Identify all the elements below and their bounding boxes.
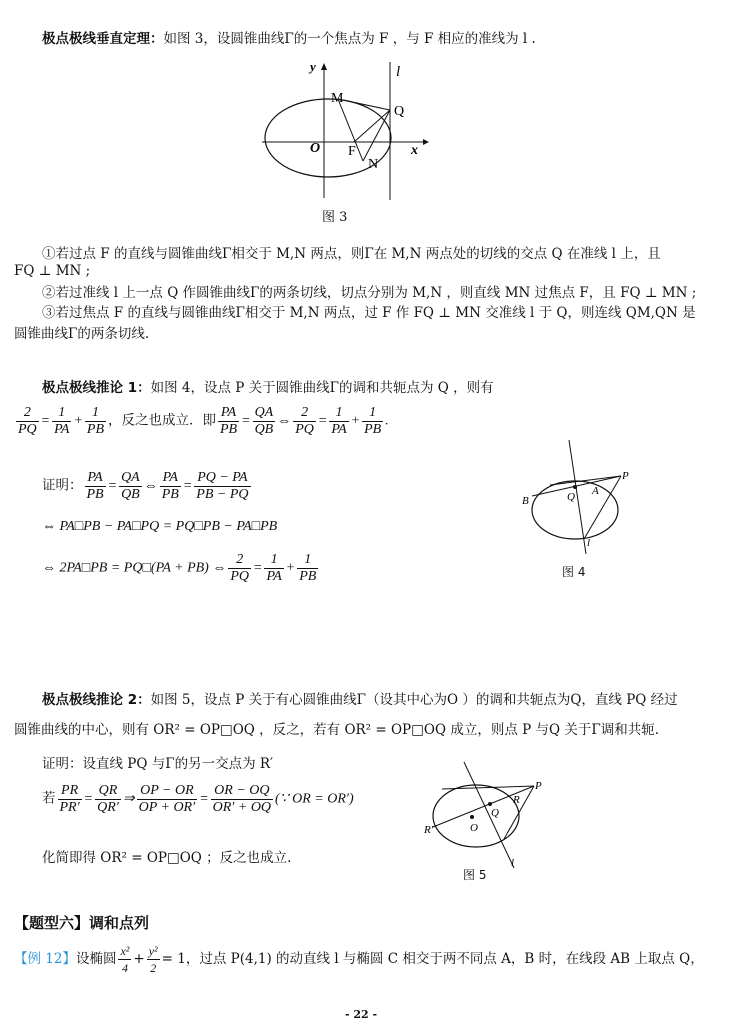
frac [137,783,198,816]
num: 1 [297,552,318,569]
label-a: A [592,485,599,497]
proof3-left: ⇔ 2PA□PB = PQ□(PA + PB) ⇔ [42,560,227,576]
example-text-b: = 1，过点 P(4,1) 的动直线 l 与椭圆 C 相交于两不同点 A，B 时，在线段 AB 上取点 Q， [161,951,704,967]
label-n: N [368,157,379,172]
den: OR′ + OQ [212,800,272,815]
frac [160,470,181,503]
num: PR [58,783,82,800]
num: 1 [329,405,348,422]
label-l: l [511,857,515,869]
den: PB [86,487,104,502]
label-o: O [310,141,321,156]
corollary2-simplify: 化简即得 OR² = OP□OQ ；反之也成立. [42,850,292,866]
den: PQ [230,569,250,584]
label-q: Q [491,807,499,819]
frac [329,405,348,438]
frac [16,405,39,438]
num: 1 [52,405,71,422]
corollary1-heading [42,376,494,396]
den: PB [364,422,382,437]
den: PQ [295,422,314,437]
label-p: P [535,780,542,792]
figure-3-caption: 图 3 [322,210,348,225]
frac [228,552,251,585]
num: OR − OQ [211,783,273,800]
point-q [573,485,577,489]
theorem1-heading [42,27,536,47]
corollary2-equation: 若 $\frac{PR}{PR'}$ = $\frac{QR}{QR'}$ ⇒ $\frac{OP - OR}{OP + OR'}$ = $\frac{OR - OQ}{OR' + OQ}$ (∵ OR = OR′) [42,783,354,815]
theorem1-item2: ②若过准线 l 上一点 Q 作圆锥曲线Γ的两条切线，切点分别为 M,N ，则直线 MN 过焦点 F，且 FQ ⊥ MN ; [42,285,697,301]
num: x² [120,944,130,958]
num: PA [85,470,106,487]
label-r: R [513,794,520,806]
frac [362,405,383,438]
den: PA [266,569,282,584]
theorem1-item3a: ③若过焦点 F 的直线与圆锥曲线Γ相交于 M,N 两点，过 F 作 FQ ⊥ MN 交准线 l 于 Q，则连线 QM,QN 是 [42,305,696,321]
label-f: F [348,144,356,159]
den: PA [54,422,70,437]
center-o [470,815,474,819]
den: 4 [121,961,128,975]
frac [218,405,239,438]
frac [119,470,142,503]
theorem1-title: 极点极线垂直定理： [42,31,164,47]
figure-4 [520,438,640,558]
proof-label: 证明： [42,477,83,494]
section-title: 【题型六】调和点列 [14,914,150,932]
frac [211,783,273,816]
corollary1-proof1: 证明： $\frac{PA}{PB}$ = $\frac{QA}{QB}$ ⇔ $\frac{PA}{PB}$ = $\frac{PQ - PA}{PB - PQ}$ [42,470,249,502]
segment-fq [354,110,390,142]
num: PA [160,470,181,487]
num: QA [254,405,274,420]
point-q [488,802,492,806]
y-axis-arrow [321,63,327,70]
figure-4-caption: 图 4 [562,565,586,579]
frac [264,552,283,585]
den: PQ [18,422,37,437]
eq-text: ，反之也成立．即 [108,412,216,429]
frac [85,470,106,503]
label-o: O [470,822,478,834]
example-text-a: 设椭圆 [75,951,117,967]
label-b: B [522,495,529,507]
label-y: y [310,59,316,74]
den: PR′ [59,800,80,815]
num: 2 [228,552,251,569]
frac [52,405,71,438]
label-m: M [331,91,344,106]
because-clause: (∵ OR = OR′) [275,791,354,807]
theorem1-item1a: ①若过点 F 的直线与圆锥曲线Γ相交于 M,N 两点，则Γ在 M,N 两点处的切线的交点 Q 在准线 l 上，且 [42,246,661,262]
frac [85,405,106,438]
corollary2-intro-a: 如图 5，设点 P 关于有心圆锥曲线Γ（设其中心为O ）的调和共轭点为Q，直线 PQ 经过 [150,692,678,708]
den: QB [121,487,140,502]
den: 2 [150,961,157,975]
ellipse-curve [532,481,618,539]
num: 1 [362,405,383,422]
label-x: x [411,143,418,158]
num: 1 [85,405,106,422]
theorem1-item3b: 圆锥曲线Γ的两条切线. [14,326,150,342]
corollary1-equation: $\frac{2}{PQ}$ = $\frac{1}{PA}$ + $\frac{1}{PB}$ ，反之也成立．即 $\frac{PA}{PB}$ = $\frac{QA}{QB}$ ⇔ $\frac{2}{PQ}$ = $\frac{1}{PA}$ + $\frac{1}{PB}$ . [18,405,389,437]
num: QA [121,470,140,485]
example-tag: 【例 12】 [14,951,76,967]
num: y² [148,944,158,958]
corollary2-heading [42,688,678,708]
frac [58,783,82,816]
corollary2-proof-line: 证明：设直线 PQ 与Γ的另一交点为 R′ [42,756,274,772]
page-number: - 22 - [345,1008,378,1021]
num: 1 [264,552,283,569]
label-q: Q [394,104,405,119]
ellipse-curve [433,785,519,847]
den: PB [299,569,317,584]
label-r-prime: R′ [424,824,434,836]
den: PA [331,422,347,437]
theorem1-intro: 如图 3，设圆锥曲线Γ的一个焦点为 F ，与 F 相应的准线为 l . [163,31,536,47]
den: OP + OR′ [138,800,196,815]
frac [293,405,316,438]
frac [194,470,250,503]
example-12: 【例 12】设椭圆 $\frac{\text{x²}}{4}$ + $\frac{\text{y²}}{2}$ = 1，过点 P(4,1) 的动直线 l 与椭圆 C 相交于两不同点 A，B 时，在线段 AB 上取点 Q， [14,944,704,975]
frac [147,943,160,976]
den: QR′ [97,800,119,815]
den: QB [254,422,274,437]
frac [118,943,131,976]
theorem1-item1b: FQ ⊥ MN ; [14,263,91,279]
x-axis-arrow [423,139,429,145]
label-l: l [396,64,401,80]
figure-5 [424,756,554,874]
num: 2 [293,405,316,422]
num: PA [218,405,239,422]
tangent-mq [338,99,390,110]
label-q: Q [567,491,575,503]
corollary2-intro-b: 圆锥曲线的中心，则有 OR² = OP□OQ ，反之，若有 OR² = OP□OQ 成立，则点 P 与Q 关于Γ调和共轭. [14,722,660,738]
num: QR [95,783,121,800]
ruo-text: 若 [42,790,56,807]
frac [95,783,121,816]
polar-line-l [464,762,514,868]
corollary1-intro: 如图 4，设点 P 关于圆锥曲线Γ的调和共轭点为 Q ，则有 [150,380,494,396]
corollary1-proof3: ⇔ 2PA□PB = PQ□(PA + PB) ⇔ $\frac{2}{PQ}$ = $\frac{1}{PA}$ + $\frac{1}{PB}$ [42,552,317,584]
tangent-lower [584,476,621,539]
num: OP − OR [137,783,198,800]
den: PB [86,422,104,437]
frac [253,405,276,438]
corollary1-title: 极点极线推论 1： [42,380,151,396]
den: PB [220,422,238,437]
den: PB − PQ [196,487,249,502]
frac [297,552,318,585]
num: 2 [16,405,39,422]
figure-3 [258,58,438,203]
figure-5-caption: 图 5 [463,868,487,882]
corollary2-title: 极点极线推论 2： [42,692,151,708]
label-l: l [587,537,591,549]
den: PB [161,487,179,502]
num: PQ − PA [194,470,250,487]
label-p: P [622,470,629,482]
corollary1-proof2: ⇔ PA□PB − PA□PQ = PQ□PB − PA□PB [42,519,278,534]
